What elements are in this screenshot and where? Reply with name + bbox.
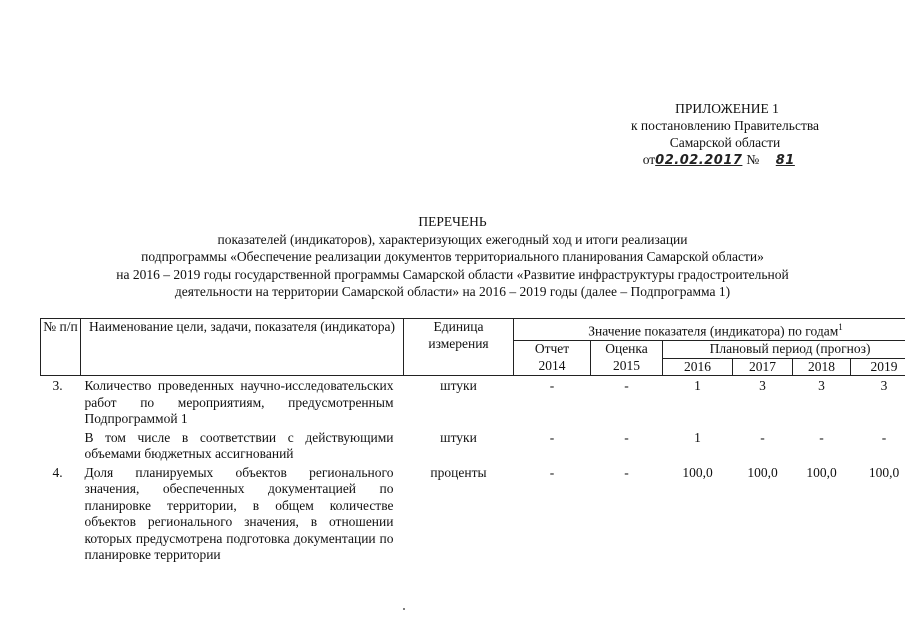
row-value: - xyxy=(549,378,555,393)
heading-line-2: подпрограммы «Обеспечение реализации документов территориального планирования Самарской области» xyxy=(141,249,764,264)
row-num: 3. xyxy=(52,378,63,393)
indicators-table xyxy=(40,318,905,564)
row-value: - xyxy=(624,378,629,393)
header-name: Наименование цели, задачи, показателя (индикатора) xyxy=(81,319,404,376)
heading-line-4: деятельности на территории Самарской области» на 2016 – 2019 годы (далее – Подпрограмма 1) xyxy=(174,284,731,299)
header-values xyxy=(514,319,905,341)
row-value: - xyxy=(760,429,765,445)
header-year-2017: 2017 xyxy=(733,358,793,376)
appendix-line-1: к постановлению Правительства xyxy=(630,118,820,133)
row-value: 1 xyxy=(694,429,701,445)
heading-title: ПЕРЕЧЕНЬ xyxy=(418,214,487,229)
row-value: - xyxy=(819,429,824,445)
header-year-2018: 2018 xyxy=(793,358,851,376)
header-plan: Плановый период (прогноз) xyxy=(663,341,905,359)
row-value: 100,0 xyxy=(868,464,900,480)
date-prefix: от xyxy=(642,152,656,167)
row-value: 100,0 xyxy=(806,464,837,480)
row-value: 3 xyxy=(818,378,825,393)
row-unit: штуки xyxy=(440,378,477,393)
handwritten-date: 02.02.2017 xyxy=(655,153,743,168)
appendix-block xyxy=(560,100,890,169)
row-value: 100,0 xyxy=(682,464,713,480)
row-value: - xyxy=(549,464,555,480)
header-estimate xyxy=(591,341,663,376)
header-year-2019: 2019 xyxy=(851,358,905,376)
header-report xyxy=(514,341,591,376)
row-value: 100,0 xyxy=(747,464,778,480)
header-unit: Единица измерения xyxy=(404,319,514,376)
row-value: - xyxy=(624,464,629,480)
number-sign: № xyxy=(746,152,760,167)
row-value: - xyxy=(624,429,629,445)
row-value: - xyxy=(881,429,887,445)
heading-line-3: на 2016 – 2019 годы государственной программы Самарской области «Развитие инфраструктуры градостроительной xyxy=(116,266,789,282)
document-heading xyxy=(20,213,885,301)
heading-line-1: показателей (индикаторов), характеризующих ежегодный ход и итоги реализации xyxy=(217,231,688,247)
table-row xyxy=(41,428,905,463)
row-value: 1 xyxy=(694,378,701,393)
row-name: Количество проведенных научно-исследовательских работ по мероприятиям, предусмотренным Подпрограммой 1 xyxy=(84,378,394,426)
header-year-2016: 2016 xyxy=(663,358,733,376)
row-unit: проценты xyxy=(430,464,487,480)
row-value: 3 xyxy=(880,378,888,393)
header-estimate-year: 2015 xyxy=(613,357,640,373)
row-unit: штуки xyxy=(440,429,477,445)
table-row xyxy=(41,376,905,428)
header-report-label: Отчет xyxy=(534,341,570,356)
header-estimate-label: Оценка xyxy=(605,341,648,356)
row-name: Доля планируемых объектов регионального значения, обеспеченных документацией по планировке территории, в общем количестве объектов регионального значения, в отношении которых предусмотрена подготовка документации по планировке территории xyxy=(84,464,394,562)
handwritten-number: 81 xyxy=(775,153,795,168)
header-values-title: Значение показателя (индикатора) по годам xyxy=(588,323,839,339)
row-value: - xyxy=(549,429,555,445)
appendix-date-row xyxy=(560,151,890,169)
footnote-mark: 1 xyxy=(838,322,843,332)
scan-speck xyxy=(403,608,405,610)
header-report-year: 2014 xyxy=(538,357,566,373)
row-num: 4. xyxy=(52,464,63,480)
appendix-line-2: Самарской области xyxy=(669,135,781,150)
header-num: № п/п xyxy=(41,319,81,376)
row-value: 3 xyxy=(759,378,766,393)
row-num xyxy=(41,428,81,463)
appendix-title: ПРИЛОЖЕНИЕ 1 xyxy=(675,101,779,116)
table-row xyxy=(41,463,905,564)
row-name: В том числе в соответствии с действующими объемами бюджетных ассигнований xyxy=(84,429,394,461)
